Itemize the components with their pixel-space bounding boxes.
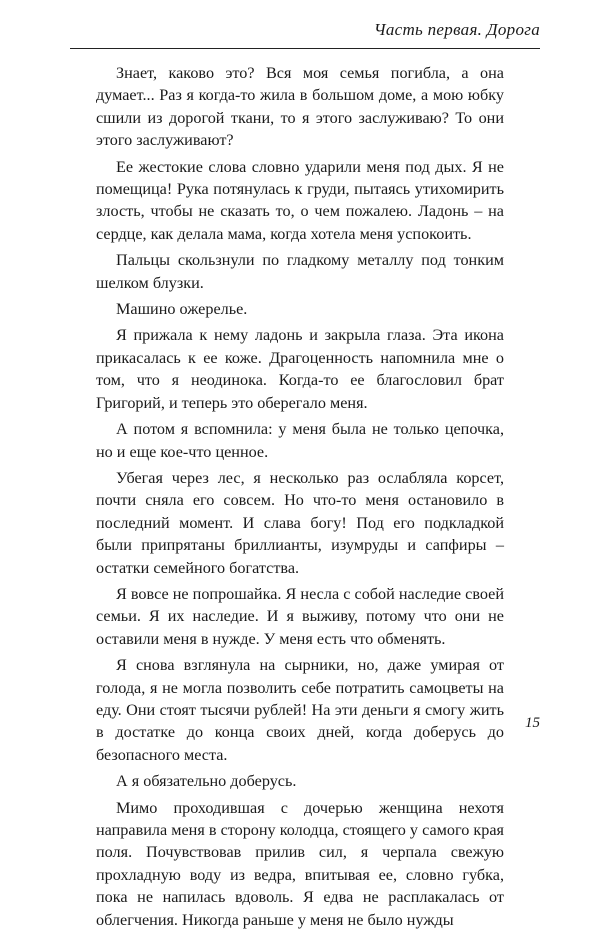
page-number: 15	[525, 715, 540, 731]
paragraph: А потом я вспомнила: у меня была не только цепочка, но и еще кое-что ценное.	[96, 420, 504, 461]
paragraph: Машино ожерелье.	[116, 300, 248, 319]
running-head: Часть первая. Дорога	[373, 20, 540, 39]
paragraph: Мимо проходившая с дочерью женщина нехотя направила меня в сторону колодца, стоящего у самого края поля. Почувствовав прилив сил, я черпала свежую прохладную воду из ведра, впитывая ее, словно губка, пока не напилась вдоволь. Я едва не расплакалась от облегчения. Никогда раньше у меня не было нужды	[96, 798, 504, 929]
paragraph: Пальцы скользнули по гладкому металлу под тонким шелком блузки.	[96, 251, 504, 292]
paragraph: Я снова взглянула на сырники, но, даже умирая от голода, я не могла позволить себе потратить самоцветы на еду. Они стоят тысячи рублей! На эти деньги я смогу жить в достатке до конца своих дней, когда доберусь до безопасного места.	[96, 656, 504, 764]
paragraph: Я вовсе не попрошайка. Я несла с собой наследие своей семьи. Я их наследие. И я выживу, потому что они не оставили меня в нужде. У меня есть что обменять.	[96, 584, 504, 648]
paragraph: Ее жестокие слова словно ударили меня под дых. Я не помещица! Рука потянулась к груди, пытаясь утихомирить злость, чтобы не сказать то, о чем пожалею. Ладонь – на сердце, как делала мама, когда хотела меня успокоить.	[96, 157, 504, 243]
paragraph: Знает, каково это? Вся моя семья погибла, а она думает... Раз я когда-то жила в большом доме, а мою юбку сшили из дорогой ткани, то я этого заслуживаю? То они этого заслуживают?	[96, 64, 504, 150]
paragraph: Убегая через лес, я несколько раз ослабляла корсет, почти сняла его совсем. Но что-то меня остановило в последний момент. И слава богу! Под его подкладкой были припрятаны бриллианты, изумруды и сапфиры – остатки семейного богатства.	[96, 468, 504, 577]
paragraph: Я прижала к нему ладонь и закрыла глаза. Эта икона прикасалась к ее коже. Драгоценность напомнила мне о том, что я неодинока. Когда-то ее благословил брат Григорий, и теперь это оберегало меня.	[96, 326, 504, 412]
paragraph: А я обязательно доберусь.	[116, 772, 297, 791]
header-rule	[70, 48, 540, 49]
body-text	[96, 62, 504, 931]
